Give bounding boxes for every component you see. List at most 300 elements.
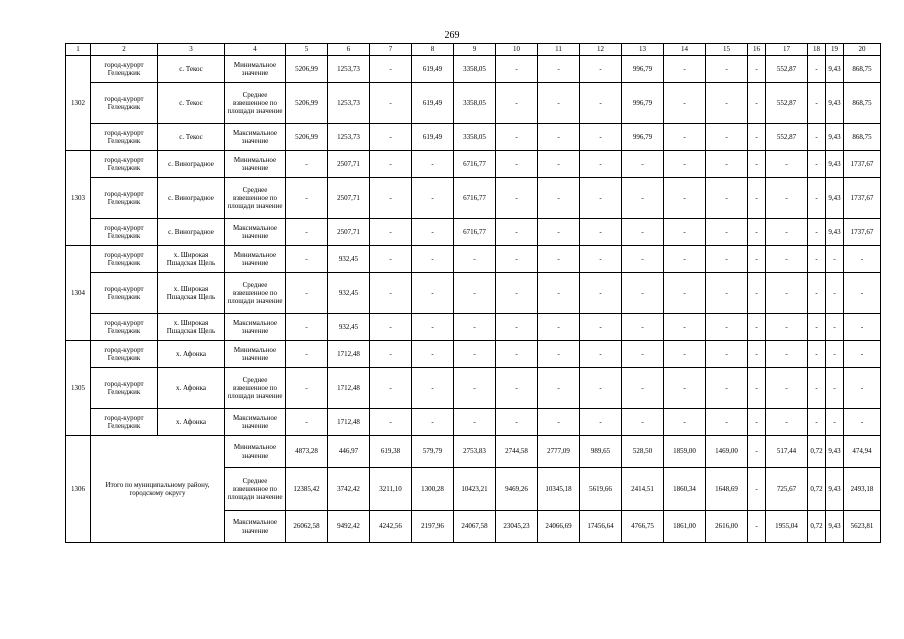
value-cell: 619,38 [370,436,412,468]
value-cell: - [808,124,826,151]
column-number: 1 [66,44,91,56]
value-cell: - [826,341,844,368]
value-cell: - [826,246,844,273]
value-cell: - [496,246,538,273]
value-cell: 2507,71 [328,178,370,219]
value-cell: - [496,56,538,83]
value-cell: - [580,314,622,341]
settlement-cell: х. Афонка [158,368,225,409]
value-cell: - [496,178,538,219]
value-cell: - [454,368,496,409]
value-cell: 9,43 [826,178,844,219]
table-row [66,341,881,368]
value-cell: - [808,273,826,314]
settlement-cell: с. Текос [158,83,225,124]
value-cell: - [496,314,538,341]
value-cell: 1859,00 [664,436,706,468]
settlement-cell: с. Текос [158,56,225,83]
value-cell: 1648,69 [706,468,748,511]
value-cell: - [748,273,766,314]
value-type-cell: Минимальное значение [225,436,286,468]
value-type-cell: Среднее взвешенное по площади значение [225,178,286,219]
value-cell: - [748,511,766,543]
value-cell: - [370,273,412,314]
value-cell: - [706,219,748,246]
value-cell: 10423,21 [454,468,496,511]
value-cell: - [748,436,766,468]
value-cell: - [808,409,826,436]
value-cell: 996,79 [622,124,664,151]
value-cell: - [370,246,412,273]
municipality-cell: город-курорт Геленджик [91,124,158,151]
table-row [66,368,881,409]
table-row [66,409,881,436]
value-cell: 1860,34 [664,468,706,511]
value-cell: - [706,178,748,219]
value-cell: - [286,273,328,314]
row-id: 1305 [66,341,91,436]
municipality-cell: город-курорт Геленджик [91,273,158,314]
value-cell: 932,45 [328,273,370,314]
value-cell: - [748,468,766,511]
value-cell: - [664,178,706,219]
value-cell: 552,87 [766,83,808,124]
value-cell: 2493,18 [844,468,881,511]
value-cell: - [706,246,748,273]
value-cell: - [538,341,580,368]
value-cell: - [538,246,580,273]
value-cell: - [412,246,454,273]
municipality-cell: город-курорт Геленджик [91,314,158,341]
value-cell: 996,79 [622,83,664,124]
value-cell: - [580,273,622,314]
value-cell: 9,43 [826,436,844,468]
value-cell: - [580,56,622,83]
value-type-cell: Минимальное значение [225,151,286,178]
value-cell: - [766,151,808,178]
value-cell: - [664,341,706,368]
value-cell: - [766,341,808,368]
value-cell: - [412,151,454,178]
table-row [66,273,881,314]
value-cell: 0,72 [808,436,826,468]
value-type-cell: Максимальное значение [225,314,286,341]
value-cell: 996,79 [622,56,664,83]
value-cell: 1712,48 [328,368,370,409]
value-cell: 868,75 [844,56,881,83]
value-cell: - [538,219,580,246]
value-cell: 1737,67 [844,219,881,246]
settlement-cell: х. Афонка [158,341,225,368]
value-cell: - [766,273,808,314]
value-cell: - [370,151,412,178]
column-number: 12 [580,44,622,56]
value-cell: - [286,409,328,436]
value-cell: - [766,246,808,273]
value-cell: - [706,314,748,341]
value-cell: - [748,83,766,124]
value-cell: - [538,56,580,83]
municipality-cell: город-курорт Геленджик [91,368,158,409]
value-cell: - [412,368,454,409]
municipality-cell: город-курорт Геленджик [91,341,158,368]
value-cell: 528,50 [622,436,664,468]
value-cell: - [580,341,622,368]
value-cell: - [622,178,664,219]
value-cell: 446,97 [328,436,370,468]
value-cell: 2507,71 [328,219,370,246]
value-cell: - [370,178,412,219]
value-cell: 552,87 [766,124,808,151]
value-cell: - [748,368,766,409]
value-cell: - [706,341,748,368]
value-cell: 9,43 [826,468,844,511]
column-number: 3 [158,44,225,56]
settlement-cell: х. Широкая Пшадская Щель [158,273,225,314]
column-number: 6 [328,44,370,56]
value-cell: - [538,178,580,219]
value-cell: - [496,219,538,246]
value-cell: - [286,219,328,246]
value-cell: 9,43 [826,83,844,124]
value-cell: - [844,273,881,314]
value-type-cell: Минимальное значение [225,246,286,273]
value-cell: - [412,409,454,436]
value-cell: 6716,77 [454,178,496,219]
value-cell: - [826,314,844,341]
column-number: 4 [225,44,286,56]
value-cell: 1469,00 [706,436,748,468]
column-number: 7 [370,44,412,56]
value-cell: 10345,18 [538,468,580,511]
value-cell: - [664,219,706,246]
value-cell: 2753,83 [454,436,496,468]
value-cell: - [748,56,766,83]
value-cell: 1861,00 [664,511,706,543]
column-number: 11 [538,44,580,56]
column-number: 19 [826,44,844,56]
value-cell: - [748,341,766,368]
column-number: 17 [766,44,808,56]
value-cell: 619,49 [412,83,454,124]
settlement-cell: с. Виноградное [158,219,225,246]
municipality-cell: город-курорт Геленджик [91,246,158,273]
value-cell: - [496,368,538,409]
value-cell: - [808,178,826,219]
value-cell: - [706,409,748,436]
value-cell: - [286,151,328,178]
value-cell: - [706,273,748,314]
value-cell: - [748,219,766,246]
value-cell: 3358,05 [454,83,496,124]
value-cell: - [286,178,328,219]
value-cell: 5206,99 [286,124,328,151]
value-cell: - [496,83,538,124]
value-cell: 1712,48 [328,341,370,368]
value-cell: 1253,73 [328,56,370,83]
value-cell: - [706,151,748,178]
value-cell: - [622,341,664,368]
value-cell: - [580,124,622,151]
value-cell: - [580,368,622,409]
value-cell: 2744,58 [496,436,538,468]
value-cell: 474,94 [844,436,881,468]
value-cell: 619,49 [412,56,454,83]
value-cell: 3742,42 [328,468,370,511]
value-cell: - [808,314,826,341]
value-cell: - [454,409,496,436]
value-type-cell: Минимальное значение [225,341,286,368]
value-cell: - [844,368,881,409]
value-cell: - [412,178,454,219]
value-cell: - [622,273,664,314]
value-cell: - [664,246,706,273]
value-cell: 989,65 [580,436,622,468]
column-number: 5 [286,44,328,56]
settlement-cell: х. Широкая Пшадская Щель [158,314,225,341]
municipality-cell: город-курорт Геленджик [91,409,158,436]
column-number: 10 [496,44,538,56]
table-row [66,246,881,273]
value-cell: - [826,409,844,436]
value-cell: - [286,246,328,273]
value-cell: 12385,42 [286,468,328,511]
value-cell: - [412,341,454,368]
municipality-cell: город-курорт Геленджик [91,56,158,83]
value-cell: - [454,246,496,273]
value-cell: - [286,314,328,341]
value-cell: - [766,409,808,436]
value-cell: - [496,341,538,368]
value-cell: - [538,83,580,124]
value-cell: 5619,66 [580,468,622,511]
value-cell: 4873,28 [286,436,328,468]
value-cell: 3358,05 [454,124,496,151]
value-cell: - [664,56,706,83]
column-number: 8 [412,44,454,56]
value-cell: - [370,314,412,341]
value-cell: - [826,368,844,409]
row-id: 1302 [66,56,91,151]
value-cell: - [748,178,766,219]
value-cell: - [808,368,826,409]
value-cell: 5206,99 [286,83,328,124]
value-cell: 5623,81 [844,511,881,543]
value-cell: - [844,341,881,368]
table-row [66,219,881,246]
municipality-cell: город-курорт Геленджик [91,178,158,219]
value-cell: - [808,219,826,246]
value-cell: 2414,51 [622,468,664,511]
settlement-cell: с. Виноградное [158,151,225,178]
value-cell: 725,67 [766,468,808,511]
settlement-cell: х. Афонка [158,409,225,436]
table-row [66,56,881,83]
municipality-cell: город-курорт Геленджик [91,219,158,246]
total-label: Итого по муниципальному району, городскому округу [91,436,225,543]
column-number: 15 [706,44,748,56]
value-cell: 868,75 [844,124,881,151]
value-cell: - [580,83,622,124]
value-cell: - [580,219,622,246]
value-cell: - [622,151,664,178]
value-cell: - [808,83,826,124]
value-cell: 26062,58 [286,511,328,543]
value-cell: - [454,314,496,341]
value-cell: 1955,04 [766,511,808,543]
value-cell: - [538,314,580,341]
value-cell: - [826,273,844,314]
value-cell: - [538,368,580,409]
value-cell: - [664,314,706,341]
settlement-cell: х. Широкая Пшадская Щель [158,246,225,273]
value-cell: - [748,124,766,151]
table-row [66,83,881,124]
value-cell: - [766,368,808,409]
value-cell: 1253,73 [328,124,370,151]
value-cell: 579,79 [412,436,454,468]
value-cell: - [664,83,706,124]
value-cell: - [664,368,706,409]
value-cell: 1737,67 [844,151,881,178]
value-cell: 3358,05 [454,56,496,83]
value-cell: 2616,00 [706,511,748,543]
value-cell: 2777,09 [538,436,580,468]
column-number: 20 [844,44,881,56]
value-cell: - [580,151,622,178]
value-type-cell: Среднее взвешенное по площади значение [225,273,286,314]
value-cell: - [622,219,664,246]
value-cell: 9492,42 [328,511,370,543]
value-cell: 1712,48 [328,409,370,436]
value-cell: - [664,124,706,151]
settlement-cell: с. Текос [158,124,225,151]
value-cell: 6716,77 [454,151,496,178]
value-cell: - [370,368,412,409]
value-cell: - [808,341,826,368]
value-cell: - [844,409,881,436]
value-cell: - [496,151,538,178]
data-table [65,43,881,543]
value-cell: - [808,56,826,83]
value-cell: - [766,219,808,246]
value-cell: - [538,124,580,151]
value-cell: - [370,219,412,246]
value-cell: 0,72 [808,468,826,511]
value-cell: - [370,83,412,124]
value-cell: 1300,28 [412,468,454,511]
column-number: 9 [454,44,496,56]
value-cell: - [706,56,748,83]
municipality-cell: город-курорт Геленджик [91,151,158,178]
column-number: 13 [622,44,664,56]
value-cell: 4766,75 [622,511,664,543]
value-cell: 552,87 [766,56,808,83]
value-cell: - [496,409,538,436]
column-number: 16 [748,44,766,56]
column-number: 18 [808,44,826,56]
value-cell: 17456,64 [580,511,622,543]
value-cell: - [664,151,706,178]
value-cell: - [748,314,766,341]
value-cell: 5206,99 [286,56,328,83]
value-type-cell: Среднее взвешенное по площади значение [225,468,286,511]
table-row [66,314,881,341]
value-type-cell: Максимальное значение [225,124,286,151]
value-cell: - [580,178,622,219]
value-cell: 9,43 [826,151,844,178]
value-cell: - [538,409,580,436]
column-number: 14 [664,44,706,56]
value-type-cell: Среднее взвешенное по площади значение [225,368,286,409]
column-number: 2 [91,44,158,56]
value-cell: - [286,341,328,368]
column-number-row [66,44,881,56]
value-cell: 517,44 [766,436,808,468]
value-cell: 6716,77 [454,219,496,246]
row-id: 1304 [66,246,91,341]
value-cell: - [454,273,496,314]
value-cell: - [844,246,881,273]
value-cell: - [706,124,748,151]
value-cell: - [622,409,664,436]
value-cell: - [766,314,808,341]
value-type-cell: Максимальное значение [225,409,286,436]
page-number: 269 [444,30,460,41]
value-cell: - [844,314,881,341]
value-cell: 24066,69 [538,511,580,543]
value-cell: - [412,273,454,314]
table-row [66,151,881,178]
value-cell: - [622,314,664,341]
value-cell: - [664,409,706,436]
value-cell: - [664,273,706,314]
value-cell: 2197,96 [412,511,454,543]
value-cell: 1737,67 [844,178,881,219]
value-cell: - [286,368,328,409]
value-cell: 2507,71 [328,151,370,178]
value-cell: 932,45 [328,246,370,273]
row-id: 1303 [66,151,91,246]
row-id: 1306 [66,436,91,543]
value-cell: - [706,368,748,409]
value-cell: - [766,178,808,219]
value-cell: 3211,10 [370,468,412,511]
value-cell: 868,75 [844,83,881,124]
municipality-cell: город-курорт Геленджик [91,83,158,124]
value-cell: 24067,58 [454,511,496,543]
value-type-cell: Максимальное значение [225,511,286,543]
value-cell: - [748,246,766,273]
value-cell: - [454,341,496,368]
value-type-cell: Минимальное значение [225,56,286,83]
value-cell: - [622,368,664,409]
value-cell: 9,43 [826,219,844,246]
value-cell: - [538,151,580,178]
value-cell: - [748,151,766,178]
value-cell: 9,43 [826,124,844,151]
table-row [66,124,881,151]
value-cell: - [622,246,664,273]
value-cell: - [370,56,412,83]
value-cell: 932,45 [328,314,370,341]
value-cell: 9,43 [826,56,844,83]
value-type-cell: Максимальное значение [225,219,286,246]
value-cell: - [808,151,826,178]
value-cell: - [808,246,826,273]
value-cell: 4242,56 [370,511,412,543]
value-cell: - [580,246,622,273]
